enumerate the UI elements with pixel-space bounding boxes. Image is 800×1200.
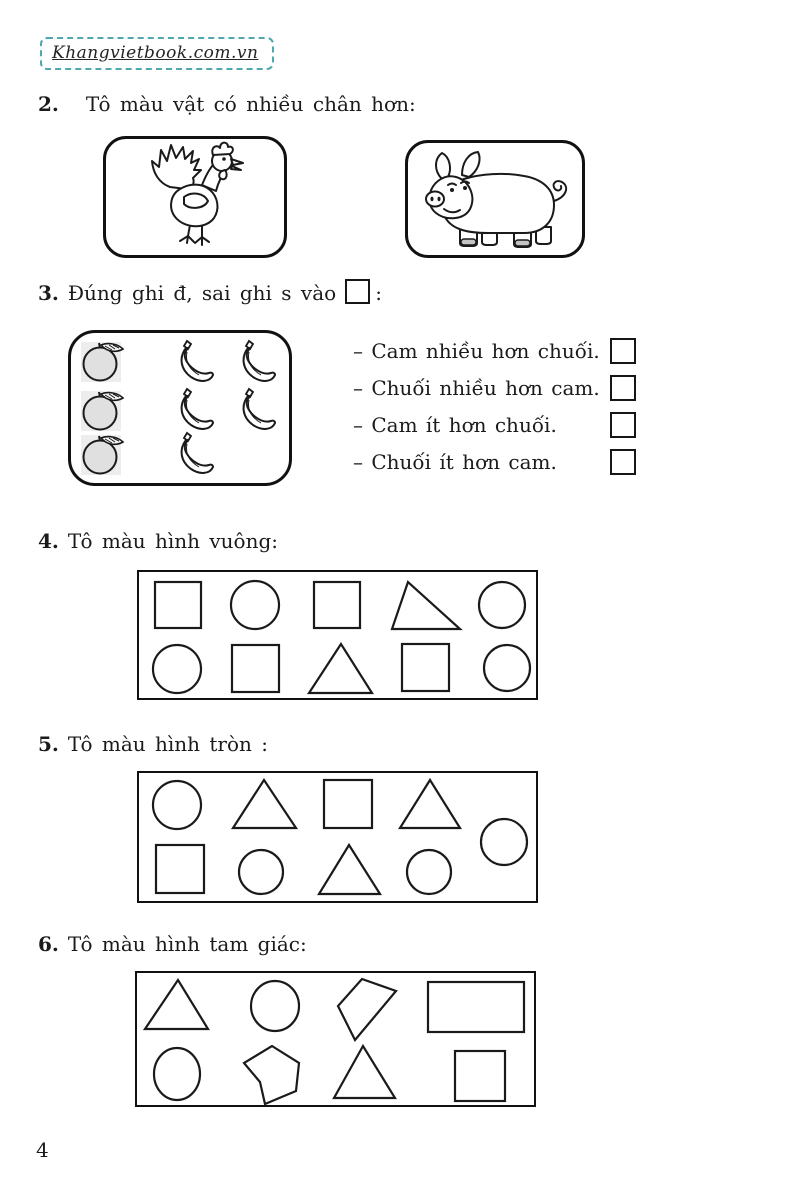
- rect-shape[interactable]: [428, 982, 524, 1032]
- ex4-shapes: [139, 572, 536, 698]
- circle-shape[interactable]: [231, 581, 279, 629]
- shapes-box-ex6: [135, 971, 536, 1107]
- exercise-5-number: 5.: [38, 732, 59, 756]
- circle-shape[interactable]: [239, 850, 283, 894]
- circle-shape[interactable]: [153, 645, 201, 693]
- statement-row: [353, 411, 636, 439]
- orange-icon: [81, 435, 123, 475]
- square-shape[interactable]: [156, 845, 204, 893]
- exercise-3-heading: [38, 279, 382, 305]
- triangle-shape[interactable]: [392, 582, 460, 629]
- inline-answer-square-icon: [345, 279, 370, 304]
- banana-icon: [182, 433, 213, 473]
- statement-text: – Cam nhiều hơn chuối.: [353, 339, 600, 363]
- square-shape[interactable]: [232, 645, 279, 692]
- exercise-6-heading: [38, 932, 307, 956]
- circle-shape[interactable]: [251, 981, 299, 1031]
- square-shape[interactable]: [155, 582, 201, 628]
- banana-icon: [182, 389, 213, 429]
- answer-checkbox[interactable]: [610, 449, 636, 475]
- square-shape[interactable]: [324, 780, 372, 828]
- polygon-shape[interactable]: [338, 979, 396, 1040]
- circle-shape[interactable]: [479, 582, 525, 628]
- square-shape[interactable]: [455, 1051, 505, 1101]
- exercise-4-title: Tô màu hình vuông:: [67, 529, 279, 553]
- circle-shape[interactable]: [153, 781, 201, 829]
- triangle-shape[interactable]: [319, 845, 380, 894]
- circle-shape[interactable]: [481, 819, 527, 865]
- statement-row: [353, 374, 636, 402]
- fruit-box: [68, 330, 292, 486]
- square-shape[interactable]: [314, 582, 360, 628]
- exercise-6-title: Tô màu hình tam giác:: [67, 932, 307, 956]
- orange-icon: [81, 391, 123, 431]
- triangle-shape[interactable]: [400, 780, 460, 828]
- exercise-4-number: 4.: [38, 529, 59, 553]
- exercise-5-title: Tô màu hình tròn :: [67, 732, 268, 756]
- triangle-shape[interactable]: [334, 1046, 395, 1098]
- circle-shape[interactable]: [407, 850, 451, 894]
- banana-icon: [182, 341, 213, 381]
- rooster-illustration: [106, 139, 284, 255]
- statement-text: – Chuối nhiều hơn cam.: [353, 376, 600, 400]
- exercise-6-number: 6.: [38, 932, 59, 956]
- exercise-3-number: 3.: [38, 281, 59, 305]
- banana-icon: [244, 341, 275, 381]
- answer-checkbox[interactable]: [610, 375, 636, 401]
- polygon-shape[interactable]: [244, 1046, 299, 1104]
- ex5-shapes: [139, 773, 536, 901]
- shapes-box-ex5: [137, 771, 538, 903]
- statement-text: – Cam ít hơn chuối.: [353, 413, 557, 437]
- pig-card[interactable]: [405, 140, 585, 258]
- ex6-shapes: [137, 973, 534, 1105]
- circle-shape[interactable]: [484, 645, 530, 691]
- exercise-2-heading: [38, 92, 416, 116]
- banana-icon: [244, 389, 275, 429]
- statements-list: [353, 337, 636, 476]
- answer-checkbox[interactable]: [610, 412, 636, 438]
- watermark-box: [40, 37, 274, 70]
- answer-checkbox[interactable]: [610, 338, 636, 364]
- exercise-5-heading: [38, 732, 268, 756]
- page-number: 4: [36, 1138, 49, 1162]
- statement-row: [353, 448, 636, 476]
- statement-row: [353, 337, 636, 365]
- watermark-text: Khangvietbook.com.vn: [52, 43, 259, 63]
- exercise-3-title-colon: :: [375, 281, 382, 305]
- orange-icon: [81, 342, 123, 382]
- triangle-shape[interactable]: [309, 644, 372, 693]
- pig-illustration: [408, 143, 582, 255]
- statement-text: – Chuối ít hơn cam.: [353, 450, 557, 474]
- exercise-3-title: Đúng ghi đ, sai ghi s vào: [67, 281, 337, 305]
- fruit-illustration: [71, 333, 289, 483]
- shapes-box-ex4: [137, 570, 538, 700]
- triangle-shape[interactable]: [145, 980, 208, 1029]
- square-shape[interactable]: [402, 644, 449, 691]
- exercise-2-number: 2.: [38, 92, 59, 116]
- exercise-2-title: Tô màu vật có nhiều chân hơn:: [85, 92, 416, 116]
- exercise-4-heading: [38, 529, 278, 553]
- rooster-card[interactable]: [103, 136, 287, 258]
- triangle-shape[interactable]: [233, 780, 296, 828]
- circle-shape[interactable]: [154, 1048, 200, 1100]
